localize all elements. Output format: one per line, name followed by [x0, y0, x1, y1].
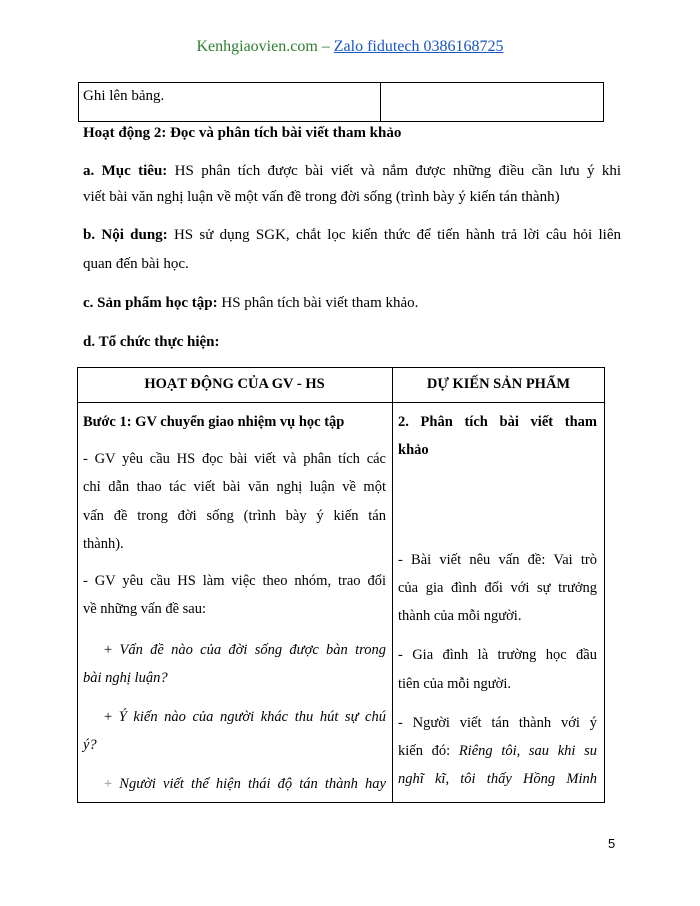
right-r3-line-1: - Người viết tán thành với ý [398, 715, 597, 731]
top-table-divider [380, 82, 381, 122]
main-table-header-rule [77, 402, 605, 403]
header-separator: – [317, 38, 334, 55]
left-p1-line-4: thành). [83, 536, 124, 552]
right-r1-line-3: thành của mỗi người. [398, 608, 522, 624]
left-p1-line-1: - GV yêu cầu HS đọc bài viết và phân tích các [83, 451, 386, 467]
right-r1-line-1: - Bài viết nêu vấn đề: Vai trò [398, 552, 597, 568]
header-activity: HOẠT ĐỘNG CỦA GV - HS [144, 376, 325, 392]
content-line-1: b. Nội dung: HS sử dụng SGK, chắt lọc kiến thức để tiến hành trả lời câu hỏi liên [83, 227, 621, 243]
header-expected-product: DỰ KIẾN SẢN PHẨM [426, 376, 571, 392]
main-table-column-divider [392, 367, 393, 803]
objective-line-1: a. Mục tiêu: HS phân tích được bài viết và nắm được những điều cần lưu ý khi [83, 163, 621, 179]
right-section-title-line-1: 2. Phân tích bài viết tham [398, 414, 597, 430]
product-label: c. Sản phẩm học tập: [83, 295, 218, 311]
content-label: b. Nội dung: [83, 227, 168, 243]
site-name: Kenhgiaovien.com [196, 38, 318, 55]
left-p1-line-3: vấn đề trong đời sống (trình bày ý kiến tán [83, 508, 386, 524]
step-1-heading: Bước 1: GV chuyển giao nhiệm vụ học tập [83, 414, 345, 430]
right-r3-line-3: nghĩ kĩ, tôi thấy Hồng Minh [398, 771, 597, 787]
content-line-2: quan đến bài học. [83, 256, 189, 272]
right-section-title-line-2: khảo [398, 442, 429, 458]
right-r2-line-2: tiên của mỗi người. [398, 676, 511, 692]
zalo-link[interactable]: Zalo fidutech 0386168725 [333, 38, 504, 55]
right-r1-line-2: của gia đình đối với sự trưởng [398, 580, 597, 596]
question-3-line-1: + Người viết thể hiện thái độ tán thành hay [104, 776, 386, 792]
question-2-line-1: + Ý kiến nào của người khác thu hút sự chú [104, 709, 386, 725]
right-r3-line-2: kiến đó: Riêng tôi, sau khi su [398, 743, 597, 759]
product-line: c. Sản phẩm học tập: HS phân tích bài viết tham khảo. [83, 295, 419, 311]
activity-title: Hoạt động 2: Đọc và phân tích bài viết tham khảo [83, 125, 402, 141]
question-1-line-2: bài nghị luận? [83, 670, 168, 686]
top-table-cell-1: Ghi lên bảng. [83, 88, 165, 104]
organize-label: d. Tổ chức thực hiện: [83, 334, 220, 350]
left-p1-line-2: chỉ dẫn thao tác viết bài văn nghị luận về một [83, 479, 386, 495]
page-number: 5 [608, 836, 616, 851]
objective-label: a. Mục tiêu: [83, 163, 168, 179]
question-2-line-2: ý? [83, 737, 97, 753]
objective-line-2: viết bài văn nghị luận về một vấn đề trong đời sống (trình bày ý kiến tán thành) [83, 189, 560, 205]
right-r2-line-1: - Gia đình là trường học đầu [398, 647, 597, 663]
left-p2-line-2: về những vấn đề sau: [83, 601, 207, 617]
question-1-line-1: + Vấn đề nào của đời sống được bàn trong [104, 642, 386, 658]
page-header [0, 38, 700, 56]
left-p2-line-1: - GV yêu cầu HS làm việc theo nhóm, trao đổi [83, 573, 386, 589]
